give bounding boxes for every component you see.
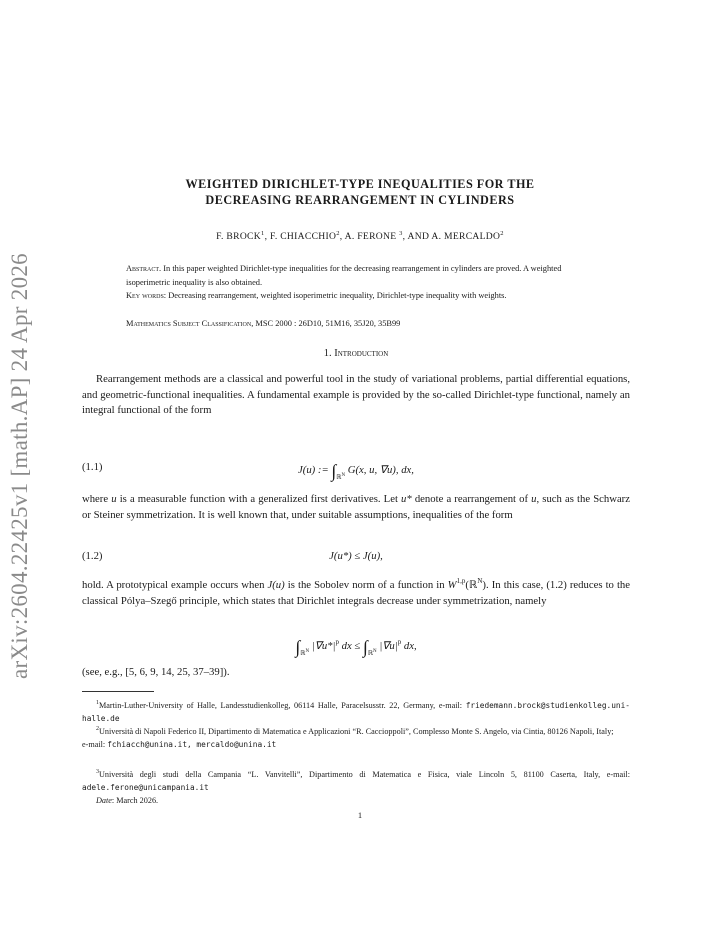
math-w: W [447,579,457,591]
author-list [100,230,620,242]
equation-number: (1.1) [82,461,103,473]
math-j: J(u) [267,579,285,591]
intro-paragraph-4: (see, e.g., [5, 6, 9, 14, 25, 37–39]). [82,666,230,678]
footnote-email: fchiacch@unina.it, mercaldo@unina.it [107,739,277,749]
eq-left: |∇u*| [311,640,336,652]
math-sup: N [477,577,483,585]
keywords-label: Key words: [126,291,167,300]
eq-end: dx, [401,640,417,652]
eq-domain-sup: N [341,473,346,478]
text-run: hold. A prototypical example occurs when [82,579,268,591]
eq-sup: p [397,638,402,646]
footnote-1 [82,697,630,726]
abstract-text: In this paper weighted Dirichlet-type inequalities for the decreasing rearrangement in cylinders are proved. A weighted isoperimetric inequality is also obtained. [126,264,562,287]
affil-mark: 2 [500,230,504,237]
eq-domain: ℝ [300,650,306,657]
paper-title [120,176,600,208]
footnote-mark: 2 [96,726,99,732]
math-sup: 1,p [456,577,466,585]
author-ferone: , A. FERONE [339,231,400,243]
footnote-text: Università di Napoli Federico II, Dipartimento di Matematica e Applicazioni “R. Caccioppoli”, Complesso Monte S. Angelo, via Cintia, 80126 Napoli, Italy; [99,727,614,736]
text-run: , such as the Schwarz or Steiner symmetrization. It is well known that, under suitable assumptions, inequalities of the form [82,493,630,521]
msc [126,317,590,331]
intro-paragraph-2 [82,492,630,523]
keywords-text: Decreasing rearrangement, weighted isoperimetric inequality, Dirichlet-type inequality with weights. [166,291,507,300]
abstract [126,262,590,289]
eq-domain: ℝ [367,650,374,657]
math-u: u [111,493,117,505]
text-run: (ℝ [465,579,478,591]
equation-body [82,550,630,562]
abstract-label: Abstract. [126,264,162,273]
author-mercaldo: , AND A. MERCALDO [402,231,501,243]
keywords [126,289,590,303]
text-run: where [82,493,112,505]
intro-paragraph-3 [82,574,630,609]
eq-domain-sup: N [305,649,310,654]
section-heading: 1. Introduction [323,348,389,359]
equation-number: (1.2) [82,550,103,562]
affil-mark: 3 [399,230,403,237]
eq-lhs: J(u) := [298,464,329,476]
text-run: ). [482,579,489,591]
eq-body: J(u*) ≤ J(u), [329,550,383,562]
date-value: : March 2026. [111,796,159,805]
msc-label: Mathematics Subject Classification, MSC 2000 : [126,319,297,328]
footnote-text: Università degli studi della Campania “L. Vanvitelli”, Dipartimento di Matematica e Fisica, viale Lincoln 5, 81100 Caserta, Italy, e-mail: [99,770,630,779]
math-u-star: u* [401,493,412,505]
footnote-email: adele.ferone@unicampania.it [82,782,209,792]
equation-body: J(u) := $\int_{ℝN}$ G(x, u, ∇u), dx, [298,461,414,481]
date-label: Date [96,796,112,805]
footnote-3 [82,766,630,795]
author-chiacchio: , F. CHIACCHIO [264,231,337,243]
footnote-email: friedemann.brock@studienkolleg.uni-halle.de [82,701,630,723]
eq-integrand: G(x, u, ∇u), dx, [347,464,414,476]
title-line-1: WEIGHTED DIRICHLET-TYPE INEQUALITIES FOR THE [185,177,535,191]
text-run: denote a rearrangement of [411,493,532,505]
equation-1-1 [82,461,630,479]
eq-domain-sup: N [373,649,377,654]
intro-paragraph-1: Rearrangement methods are a classical and powerful tool in the study of variational problems, partial differential equations, and geometric-functional inequalities. A fundamental example is provided by the so-called Dirichlet-type functional, namely an integral functional of the form [82,373,630,417]
eq-mid: dx ≤ [338,640,363,652]
affil-mark: 1 [261,230,265,237]
page-number: 1 [357,810,363,820]
equation-body: $\int_{ℝN}$ $|\nabla u*|^p$ dx ≤ $\int_{ℝN}$ $|\nabla u|^p$ dx, [295,637,417,657]
equation-polya-szego [82,637,630,655]
date-note [82,795,630,808]
text-run: is the Sobolev norm of a function in [284,579,448,591]
footnote-rule [82,691,154,692]
text-run: is a measurable function with a generalized first derivatives. Let [116,493,402,505]
footnote-mark: 1 [96,700,99,706]
eq-right: |∇u| [379,640,398,652]
msc-codes: 26D10, 51M16, 35J20, 35B99 [296,319,401,328]
footnote-2 [82,723,630,752]
eq-domain: ℝ [336,474,342,481]
affil-mark: 2 [336,230,340,237]
footnote-mark: 3 [96,769,99,775]
arxiv-id: arXiv:2604.22425v1 [math.AP] 24 Apr 2026 [7,253,32,679]
math-u: u [531,493,537,505]
title-line-2: DECREASING REARRANGEMENT IN CYLINDERS [205,193,515,207]
text-run: In this case, (1.2) reduces to the classical Pólya–Szegő principle, which states that Dirichlet integrals decrease under symmetrization, namely [82,579,631,607]
footnote-text: e-mail: [82,739,108,749]
eq-sup: p [335,638,339,646]
author-brock: F. BROCK [216,231,261,243]
equation-1-2 [82,550,630,568]
footnote-text: Martin-Luther-University of Halle, Landesstudienkolleg, 06114 Halle, Paracelsusstr. 22, Germany, e-mail: [99,701,466,710]
